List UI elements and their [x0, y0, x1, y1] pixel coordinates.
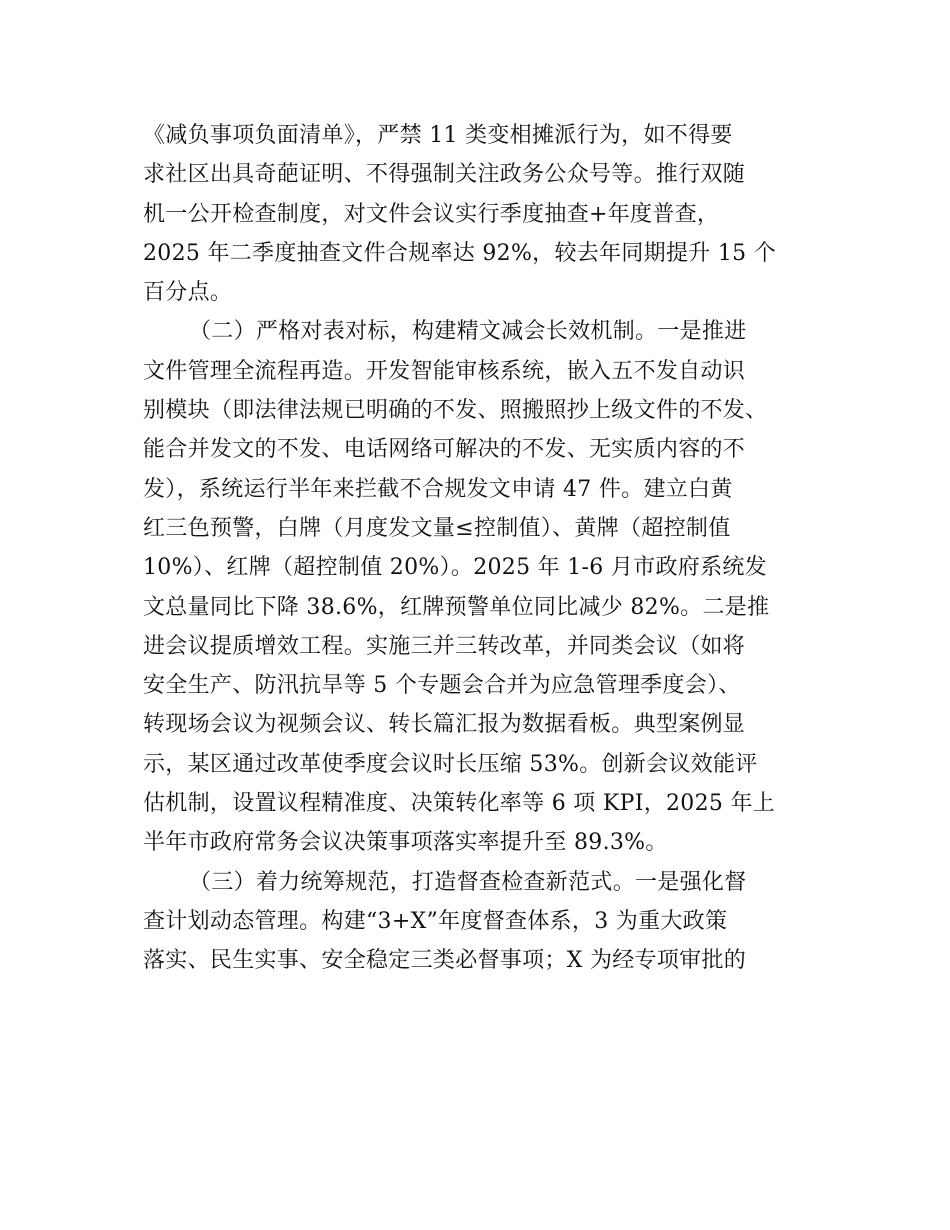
text-line: 发），系统运行半年来拦截不合规发文申请 47 件。建立白黄 [143, 476, 733, 502]
text-line: 10%）、红牌（超控制值 20%）。2025 年 1-6 月市政府系统发 [143, 555, 767, 581]
text-line: 文总量同比下降 38.6%，红牌预警单位同比减少 82%。二是推 [143, 594, 770, 620]
text-line: 示，某区通过改革使季度会议时长压缩 53%。创新会议效能评 [143, 751, 758, 777]
text-line: 进会议提质增效工程。实施三并三转改革，并同类会议（如将 [143, 633, 746, 659]
text-line: 2025 年二季度抽查文件合规率达 92%，较去年同期提升 15 个 [143, 240, 777, 266]
text-line: 安全生产、防汛抗旱等 5 个专题会合并为应急管理季度会）、 [143, 673, 741, 699]
text-line: 查计划动态管理。构建“3+X”年度督查体系，3 为重大政策 [143, 908, 728, 934]
text-line: 估机制，设置议程精准度、决策转化率等 6 项 KPI，2025 年上 [143, 791, 776, 817]
text-line: 文件管理全流程再造。开发智能审核系统，嵌入五不发自动识 [143, 358, 746, 384]
text-line: 百分点。 [143, 280, 233, 306]
document-body [143, 116, 833, 981]
text-line: （三）着力统筹规范，打造督查检查新范式。一是强化督 [189, 869, 747, 895]
text-line: 别模块（即法律法规已明确的不发、照搬照抄上级文件的不发、 [143, 398, 768, 424]
text-line: 《减负事项负面清单》，严禁 11 类变相摊派行为，如不得要 [143, 123, 733, 148]
text-line: 落实、民生实事、安全稳定三类必督事项；X 为经专项审批的 [143, 948, 747, 974]
text-line: 求社区出具奇葩证明、不得强制关注政务公众号等。推行双随 [143, 162, 746, 188]
text-line: 半年市政府常务会议决策事项落实率提升至 89.3%。 [143, 830, 668, 856]
text-line: 红三色预警，白牌（月度发文量≤控制值）、黄牌（超控制值 [143, 515, 731, 541]
text-line: （二）严格对表对标，构建精文减会长效机制。一是推进 [189, 319, 747, 345]
paragraph-2 [143, 312, 833, 862]
paragraph-3 [143, 863, 833, 981]
text-line: 能合并发文的不发、电话网络可解决的不发、无实质内容的不 [143, 437, 746, 463]
text-line: 机一公开检查制度，对文件会议实行季度抽查+年度普查， [143, 201, 720, 227]
paragraph-1 [143, 116, 833, 312]
text-line: 转现场会议为视频会议、转长篇汇报为数据看板。典型案例显 [143, 712, 746, 738]
